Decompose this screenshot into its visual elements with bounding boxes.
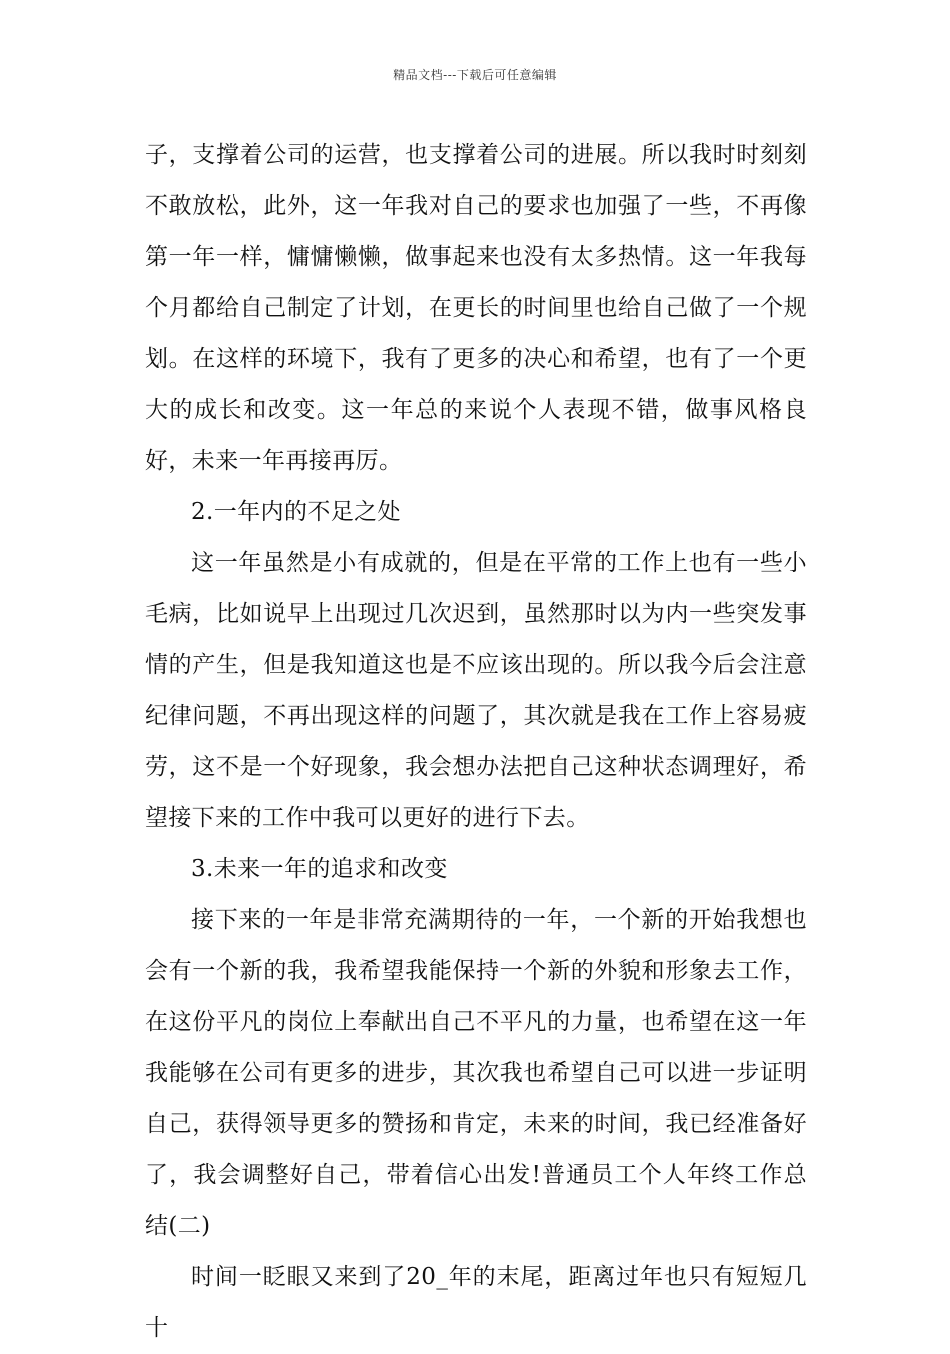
paragraph-continuation: 子，支撑着公司的运营，也支撑着公司的进展。所以我时时刻刻不敢放松，此外，这一年我对自己的要求也加强了一些，不再像第一年一样，慵慵懒懒，做事起来也没有太多热情。这一年我每个月都给自己制定了计划，在更长的时间里也给自己做了一个规划。在这样的环境下，我有了更多的决心和希望，也有了一个更大的成长和改变。这一年总的来说个人表现不错，做事风格良好，未来一年再接再厉。: [145, 142, 807, 474]
section-heading-shortcomings: 2.一年内的不足之处: [191, 499, 401, 525]
section-heading-future: 3.未来一年的追求和改变: [191, 856, 448, 882]
paragraph-next-summary: 时间一眨眼又来到了20_年的末尾，距离过年也只有短短几十: [145, 1264, 807, 1341]
paragraph-shortcomings: 这一年虽然是小有成就的，但是在平常的工作上也有一些小毛病，比如说早上出现过几次迟到，虽然那时以为内一些突发事情的产生，但是我知道这也是不应该出现的。所以我今后会注意纪律问题，不再出现这样的问题了，其次就是我在工作上容易疲劳，这不是一个好现象，我会想办法把自己这种状态调理好，希望接下来的工作中我可以更好的进行下去。: [145, 550, 807, 831]
paragraph-future: 接下来的一年是非常充满期待的一年，一个新的开始我想也会有一个新的我，我希望我能保持一个新的外貌和形象去工作，在这份平凡的岗位上奉献出自己不平凡的力量，也希望在这一年我能够在公司有更多的进步，其次我也希望自己可以进一步证明自己，获得领导更多的赞扬和肯定，未来的时间，我已经准备好了，我会调整好自己，带着信心出发!普通员工个人年终工作总结(二): [145, 907, 807, 1239]
document-body: [145, 130, 807, 1354]
page-header: 精品文档---下载后可任意编辑: [393, 68, 557, 82]
